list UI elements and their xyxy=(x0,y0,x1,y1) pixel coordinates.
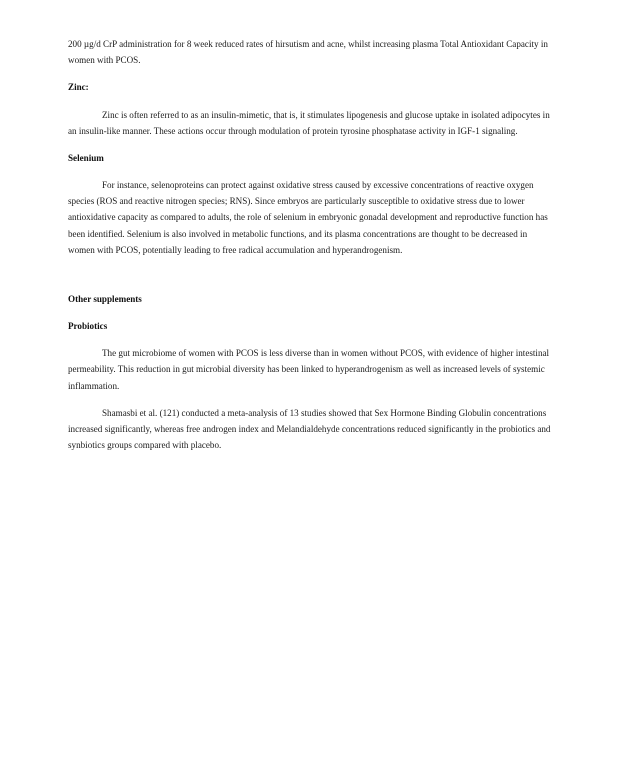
shamasbi-paragraph: Shamasbi et al. (121) conducted a meta-analysis of 13 studies showed that Sex Hormone Binding Globulin concentrations increased significantly, whereas free androgen index and Melandialdehyde concentrations reduced significantly in the probiotics and synbiotics groups compared with placebo. xyxy=(68,407,551,451)
selenium-paragraph: For instance, selenoproteins can protect against oxidative stress caused by excessive concentrations of reactive oxygen species (ROS and reactive nitrogen species; RNS). Since embryos are particularly susceptible to oxidative stress due to lower antioxidative capacity as compared to adults, the role of selenium in embryonic gonadal development and reproductive function has been identified. Selenium is also involved in metabolic functions, and its plasma concentrations are thought to be decreased in women with PCOS, potentially leading to free radical accumulation and hyperandrogenism. xyxy=(68,180,548,255)
heading-selenium: Selenium xyxy=(68,152,104,163)
zinc-paragraph: Zinc is often referred to as an insulin-mimetic, that is, it stimulates lipogenesis and glucose uptake in isolated adipocytes in an insulin-like manner. These actions occur through modulation of protein tyrosine phosphatase activity in IGF-1 signaling. xyxy=(68,109,550,136)
heading-other-supplements: Other supplements xyxy=(68,293,142,304)
probiotics-paragraph: The gut microbiome of women with PCOS is less diverse than in women without PCOS, with evidence of higher intestinal permeability. This reduction in gut microbial diversity has been linked to hyperandrogenism as well as increased levels of systemic inflammation. xyxy=(68,348,550,391)
heading-zinc: Zinc: xyxy=(68,82,89,93)
intro-paragraph: 200 µg/d CrP administration for 8 week reduced rates of hirsutism and acne, whilst increasing plasma Total Antioxidant Capacity in women with PCOS. xyxy=(68,39,548,66)
section-gap xyxy=(68,269,552,291)
heading-probiotics: Probiotics xyxy=(68,321,108,332)
